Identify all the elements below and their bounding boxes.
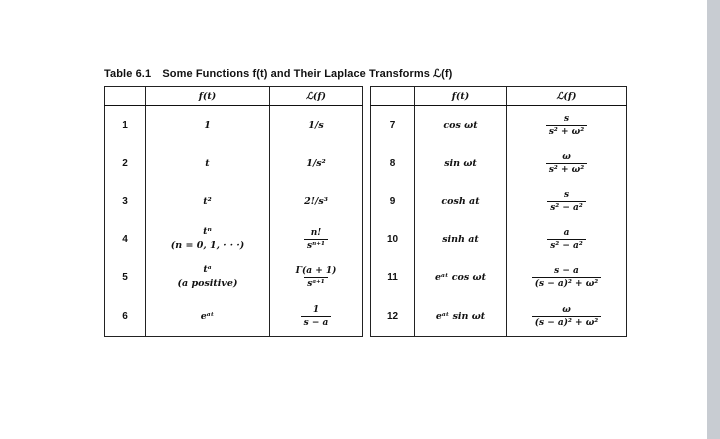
fraction-numerator: n!: [310, 227, 322, 238]
table-row: [105, 144, 363, 182]
table-row: [105, 220, 363, 258]
fraction-denominator: s² − a²: [547, 201, 586, 213]
transform-cell: [507, 296, 627, 337]
fraction-numerator: s − a: [554, 265, 579, 276]
transform-fraction: [546, 152, 587, 175]
function-cell: t²: [146, 182, 270, 220]
row-number: 11: [371, 258, 415, 296]
row-number: 3: [105, 182, 146, 220]
transform-cell: [507, 258, 627, 296]
function-cell: sin ωt: [415, 144, 507, 182]
function-cell: [146, 258, 270, 296]
fraction-numerator: a: [563, 227, 570, 238]
transform-cell: [507, 220, 627, 258]
row-number: 5: [105, 258, 146, 296]
table-row: [105, 258, 363, 296]
function-cell: sinh at: [415, 220, 507, 258]
function-expr: tⁿ: [203, 226, 212, 237]
transform-fraction: [547, 190, 586, 213]
transform-cell: [507, 182, 627, 220]
transform-cell: 1/s: [270, 106, 363, 145]
table-number: Table 6.1: [104, 68, 152, 80]
laplace-table-left: [104, 86, 363, 337]
transform-fraction: [532, 305, 601, 328]
transform-cell: [270, 296, 363, 337]
table-row: [105, 106, 363, 145]
row-number: 4: [105, 220, 146, 258]
header-index: [105, 87, 146, 106]
function-cell: t: [146, 144, 270, 182]
transform-cell: 2!/s³: [270, 182, 363, 220]
table-title: Some Functions f(t) and Their Laplace Transforms ℒ(f): [162, 68, 453, 80]
function-cell: eᵃᵗ: [146, 296, 270, 337]
transform-fraction: [546, 114, 587, 137]
table-row: [371, 296, 627, 337]
transform-fraction: [532, 266, 601, 289]
row-number: 6: [105, 296, 146, 337]
header-ft: f(t): [415, 87, 507, 106]
fraction-numerator: s: [563, 113, 570, 124]
fraction-numerator: ω: [562, 304, 571, 315]
table-row: [371, 144, 627, 182]
function-cell: 1: [146, 106, 270, 145]
table-caption: [104, 67, 452, 80]
fraction-denominator: sᵃ⁺¹: [304, 277, 327, 289]
transform-cell: [507, 106, 627, 145]
row-number: 12: [371, 296, 415, 337]
transform-fraction: [301, 305, 332, 328]
fraction-denominator: s² − a²: [547, 239, 586, 251]
table-row: [105, 182, 363, 220]
fraction-numerator: 1: [312, 304, 320, 315]
header-lf: ℒ(f): [270, 87, 363, 106]
header-ft: f(t): [146, 87, 270, 106]
function-cell: [146, 220, 270, 258]
transform-cell: [507, 144, 627, 182]
fraction-numerator: ω: [562, 151, 571, 162]
laplace-table-right: [370, 86, 627, 337]
function-note: (n = 0, 1, · · ·): [170, 240, 245, 251]
transform-fraction: [294, 266, 339, 289]
fraction-denominator: s² + ω²: [546, 163, 587, 175]
function-cell: eᵃᵗ cos ωt: [415, 258, 507, 296]
row-number: 8: [371, 144, 415, 182]
transform-cell: [270, 220, 363, 258]
transform-fraction: [304, 228, 328, 251]
scrollbar-track[interactable]: [707, 0, 720, 439]
table-row: [105, 296, 363, 337]
fraction-denominator: sⁿ⁺¹: [304, 239, 328, 251]
table-row: [371, 220, 627, 258]
transform-cell: 1/s²: [270, 144, 363, 182]
fraction-denominator: s − a: [301, 316, 332, 328]
row-number: 7: [371, 106, 415, 145]
row-number: 9: [371, 182, 415, 220]
header-lf: ℒ(f): [507, 87, 627, 106]
fraction-numerator: s: [563, 189, 570, 200]
table-row: [371, 258, 627, 296]
row-number: 2: [105, 144, 146, 182]
row-number: 10: [371, 220, 415, 258]
function-cell: cos ωt: [415, 106, 507, 145]
function-note: (a positive): [177, 278, 238, 289]
table-row: [371, 106, 627, 145]
table-row: [371, 182, 627, 220]
row-number: 1: [105, 106, 146, 145]
fraction-denominator: (s − a)² + ω²: [532, 277, 601, 289]
function-cell: cosh at: [415, 182, 507, 220]
fraction-denominator: s² + ω²: [546, 125, 587, 137]
transform-cell: [270, 258, 363, 296]
header-index: [371, 87, 415, 106]
function-expr: tᵃ: [203, 264, 212, 275]
function-cell: eᵃᵗ sin ωt: [415, 296, 507, 337]
fraction-numerator: Γ(a + 1): [295, 265, 337, 276]
transform-fraction: [547, 228, 586, 251]
fraction-denominator: (s − a)² + ω²: [532, 316, 601, 328]
